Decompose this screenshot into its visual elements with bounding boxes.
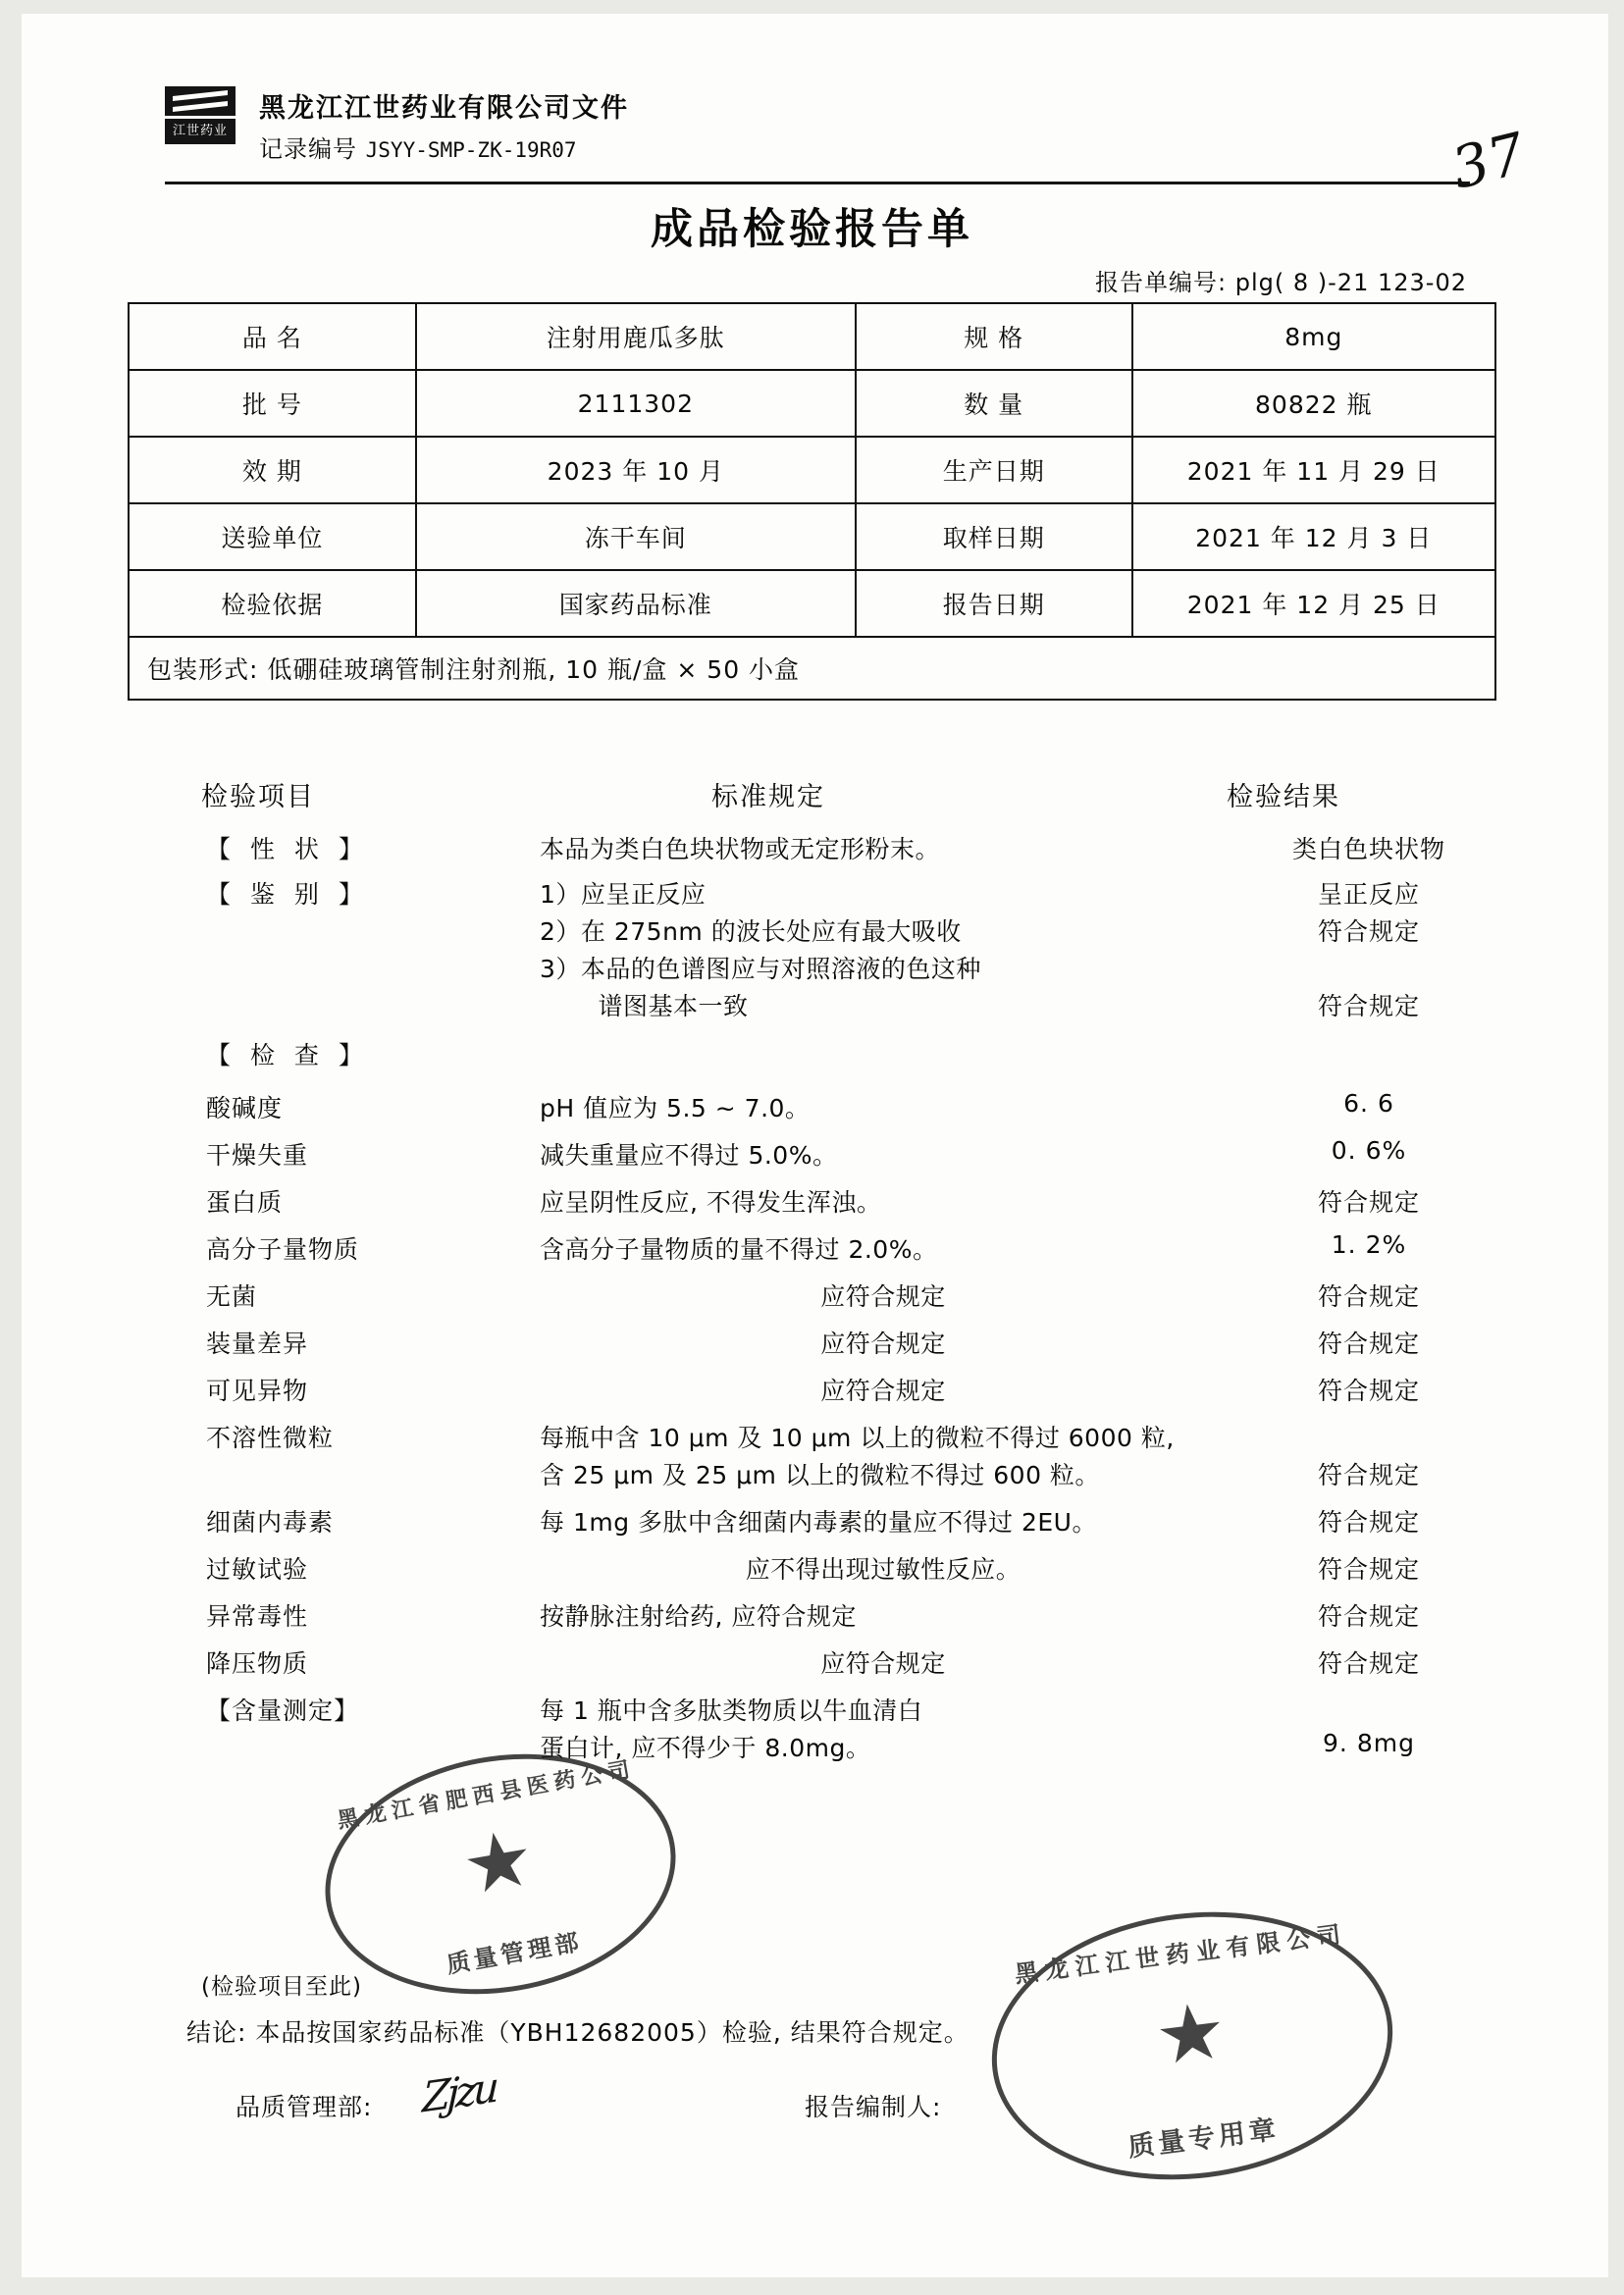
- column-header-result: 检验结果: [1227, 782, 1340, 812]
- info-value: 80822 瓶: [1132, 370, 1495, 437]
- test-standard-text: pH 值应为 5.5 ~ 7.0。: [540, 1094, 811, 1122]
- stamp-top-text: 黑龙江江世药业有限公司: [1013, 1920, 1349, 1989]
- test-result-row: [128, 1136, 1496, 1172]
- test-result-value: 符合规定: [1317, 1377, 1420, 1405]
- test-item-name: 异常毒性: [206, 1602, 309, 1631]
- info-label: 数 量: [856, 370, 1132, 437]
- test-result-row: [128, 913, 1496, 948]
- test-standard-text: 每瓶中含 10 μm 及 10 μm 以上的微粒不得过 6000 粒,: [540, 1424, 1175, 1452]
- test-result-row: [128, 1325, 1496, 1360]
- test-standard-text: 应呈阴性反应, 不得发生浑浊。: [540, 1188, 882, 1217]
- test-result-row: [128, 1278, 1496, 1313]
- page-title: 成品检验报告单: [651, 205, 973, 254]
- test-standard-text: 应符合规定: [820, 1330, 946, 1358]
- test-standard-text: 谱图基本一致: [540, 992, 749, 1020]
- test-standard-text: 按静脉注射给药, 应符合规定: [540, 1602, 857, 1631]
- column-header-item: 检验项目: [201, 782, 315, 812]
- scan-edge-top: [0, 0, 1624, 14]
- test-result-row: [128, 875, 1496, 911]
- test-result-value: 符合规定: [1317, 992, 1420, 1020]
- company-title: 黑龙江江世药业有限公司文件: [259, 93, 629, 124]
- test-result-value: 符合规定: [1317, 1188, 1420, 1217]
- quality-dept-signature-label: 品质管理部:: [236, 2093, 373, 2121]
- test-result-value: 6. 6: [1343, 1089, 1394, 1118]
- test-standard-text: 含高分子量物质的量不得过 2.0%。: [540, 1235, 938, 1264]
- test-standard-text: 2）在 275nm 的波长处应有最大吸收: [540, 917, 962, 946]
- test-result-row: [128, 1036, 1496, 1071]
- test-result-value: 0. 6%: [1331, 1136, 1407, 1165]
- test-result-row: [128, 1550, 1496, 1586]
- info-label: 送验单位: [129, 503, 416, 570]
- test-result-row: [128, 830, 1496, 865]
- scan-edge-left: [0, 0, 22, 2295]
- table-row: [129, 637, 1495, 700]
- info-value: 2023 年 10 月: [416, 437, 856, 503]
- test-item-name: 降压物质: [206, 1649, 309, 1678]
- test-item-name: 【 鉴 别 】: [206, 880, 369, 909]
- test-result-row: [128, 1372, 1496, 1407]
- info-value: 2021 年 12 月 25 日: [1132, 570, 1495, 637]
- info-value: 注射用鹿瓜多肽: [416, 303, 856, 370]
- test-standard-text: 蛋白计, 应不得少于 8.0mg。: [540, 1734, 871, 1762]
- product-info-table: [128, 302, 1496, 701]
- info-label: 生产日期: [856, 437, 1132, 503]
- handwritten-page-number: 37: [1444, 120, 1532, 202]
- conclusion-text: 结论: 本品按国家药品标准（YBH12682005）检验, 结果符合规定。: [186, 2018, 969, 2047]
- test-result-value: 类白色块状物: [1291, 835, 1445, 863]
- stamp-top-text: 黑龙江省肥西县医药公司: [336, 1756, 638, 1834]
- test-item-name: 可见异物: [206, 1377, 309, 1405]
- test-standard-text: 3）本品的色谱图应与对照溶液的色这种: [540, 955, 981, 983]
- info-value: 冻干车间: [416, 503, 856, 570]
- test-standard-text: 应符合规定: [820, 1282, 946, 1311]
- report-author-label: 报告编制人:: [805, 2093, 942, 2121]
- test-result-value: 符合规定: [1317, 1508, 1420, 1537]
- table-row: [129, 370, 1495, 437]
- info-value: 国家药品标准: [416, 570, 856, 637]
- test-item-name: 【含量测定】: [206, 1696, 360, 1725]
- test-result-value: 符合规定: [1317, 1649, 1420, 1678]
- header-divider: [165, 182, 1470, 184]
- test-item-name: 【 性 状 】: [206, 835, 369, 863]
- scan-edge-bottom: [0, 2277, 1624, 2295]
- test-result-row: [128, 1503, 1496, 1539]
- column-header-standard: 标准规定: [711, 782, 825, 812]
- test-result-value: 符合规定: [1317, 1330, 1420, 1358]
- test-result-value: 符合规定: [1317, 1555, 1420, 1584]
- test-standard-text: 应符合规定: [820, 1377, 946, 1405]
- info-value: 2021 年 11 月 29 日: [1132, 437, 1495, 503]
- test-result-value: 符合规定: [1317, 1602, 1420, 1631]
- test-item-name: 干燥失重: [206, 1141, 309, 1170]
- test-item-name: 装量差异: [206, 1330, 309, 1358]
- table-row: [129, 303, 1495, 370]
- test-result-value: 符合规定: [1317, 917, 1420, 946]
- company-logo: [165, 86, 236, 147]
- info-label: 规 格: [856, 303, 1132, 370]
- handwritten-signature: Zjzu: [421, 2062, 497, 2122]
- test-item-name: 过敏试验: [206, 1555, 309, 1584]
- test-item-name: 无菌: [206, 1282, 258, 1311]
- test-result-value: 符合规定: [1317, 1461, 1420, 1489]
- info-value: 2021 年 12 月 3 日: [1132, 503, 1495, 570]
- info-value: 2111302: [416, 370, 856, 437]
- test-result-row: [128, 1419, 1496, 1454]
- scan-edge-right: [1608, 0, 1624, 2295]
- test-result-value: 9. 8mg: [1323, 1729, 1415, 1757]
- record-number-label: 记录编号: [259, 135, 357, 163]
- test-item-name: 高分子量物质: [206, 1235, 360, 1264]
- test-result-row: [128, 1729, 1496, 1764]
- test-standard-text: 每 1mg 多肽中含细菌内毒素的量应不得过 2EU。: [540, 1508, 1097, 1537]
- test-result-row: [128, 1089, 1496, 1124]
- test-result-row: [128, 1456, 1496, 1491]
- test-result-row: [128, 1230, 1496, 1266]
- table-row: [129, 437, 1495, 503]
- test-standard-text: 含 25 μm 及 25 μm 以上的微粒不得过 600 粒。: [540, 1461, 1100, 1489]
- test-standard-text: 本品为类白色块状物或无定形粉末。: [540, 835, 941, 863]
- test-standard-text: 应符合规定: [820, 1649, 946, 1678]
- company-official-stamp: 黑龙江江世药业有限公司 ★ 质量专用章: [976, 1890, 1408, 2202]
- test-item-name: 不溶性微粒: [206, 1424, 335, 1452]
- info-label: 报告日期: [856, 570, 1132, 637]
- results-column-headers: [128, 775, 1496, 814]
- test-result-value: 呈正反应: [1317, 880, 1420, 909]
- table-row: [129, 570, 1495, 637]
- test-result-value: 符合规定: [1317, 1282, 1420, 1311]
- test-result-row: [128, 950, 1496, 985]
- report-number: 报告单编号: plg( 8 )-21 123-02: [1095, 269, 1467, 296]
- info-label: 取样日期: [856, 503, 1132, 570]
- test-result-row: [128, 1183, 1496, 1219]
- test-standard-text: 应不得出现过敏性反应。: [745, 1555, 1022, 1584]
- table-row: [129, 503, 1495, 570]
- info-label: 效 期: [129, 437, 416, 503]
- info-value: 8mg: [1132, 303, 1495, 370]
- test-standard-text: 减失重量应不得过 5.0%。: [540, 1141, 838, 1170]
- test-result-row: [128, 1597, 1496, 1633]
- record-number-value: JSYY-SMP-ZK-19R07: [365, 138, 577, 162]
- stamp-bottom-text: 质量管理部: [444, 1927, 585, 1979]
- logo-mark-icon: [165, 86, 236, 116]
- test-item-name: 酸碱度: [206, 1094, 284, 1122]
- test-result-value: 1. 2%: [1331, 1230, 1407, 1259]
- quality-dept-stamp: 黑龙江省肥西县医药公司 ★ 质量管理部: [306, 1728, 695, 2021]
- stamp-bottom-text: 质量专用章: [1126, 2113, 1282, 2164]
- test-item-name: 蛋白质: [206, 1188, 284, 1217]
- test-standard-text: 每 1 瓶中含多肽类物质以牛血清白: [540, 1696, 923, 1725]
- test-result-row: [128, 987, 1496, 1022]
- logo-text: 江世药业: [165, 119, 236, 144]
- record-number-line: [259, 130, 577, 164]
- test-item-name: 【 检 查 】: [206, 1041, 369, 1069]
- info-label: 品 名: [129, 303, 416, 370]
- info-label: 检验依据: [129, 570, 416, 637]
- test-result-row: [128, 1692, 1496, 1727]
- info-label: 批 号: [129, 370, 416, 437]
- test-item-name: 细菌内毒素: [206, 1508, 335, 1537]
- test-standard-text: 1）应呈正反应: [540, 880, 707, 909]
- end-of-items-note: (检验项目至此): [201, 1974, 362, 2000]
- test-result-row: [128, 1644, 1496, 1680]
- packaging-format: 包装形式: 低硼硅玻璃管制注射剂瓶, 10 瓶/盒 × 50 小盒: [129, 637, 1495, 700]
